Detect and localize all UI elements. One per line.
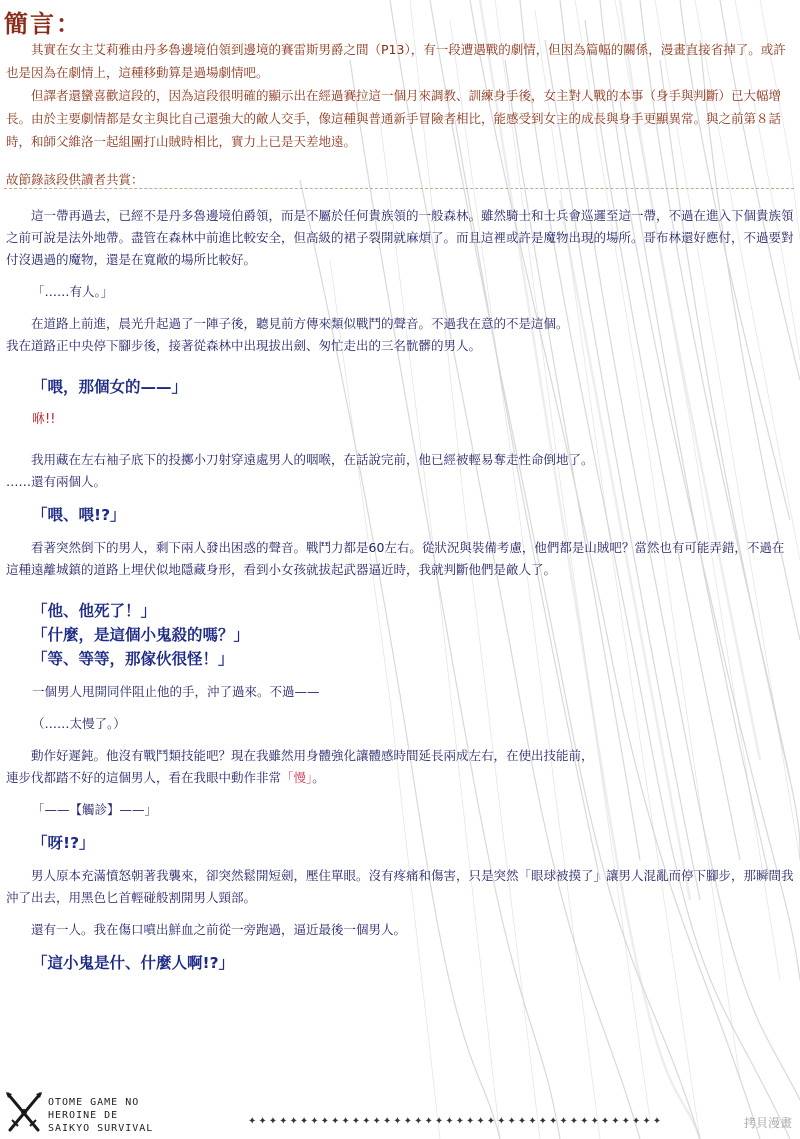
- sound-effect: 咻!!: [32, 412, 56, 427]
- story-paragraph: 我在道路正中央停下腳步後，接著從森林中出現拔出劍、匆忙走出的三名骯髒的男人。: [6, 338, 482, 353]
- thought-line: （……太慢了。）: [32, 716, 126, 731]
- excerpt-intro: 故節錄該段供讀者共賞：: [6, 172, 144, 187]
- series-title: [48, 1096, 153, 1135]
- story-paragraph: 動作好遲鈍。他沒有戰鬥類技能吧？現在我雖然用身體強化讓體感時間延長兩成左右，在使出技能前，: [31, 748, 594, 763]
- story-paragraph: 還有一人。我在傷口噴出鮮血之前從一旁跑過，逼近最後一個男人。: [31, 922, 407, 937]
- page-footer: [0, 1084, 800, 1139]
- series-title-line: OTOME GAME NO: [48, 1097, 140, 1108]
- skill-line: 「——【觸診】——」: [32, 802, 158, 817]
- series-title-line: HEROINE DE: [48, 1110, 119, 1121]
- shout-line: 「喂、喂!?」: [32, 506, 126, 524]
- story-excerpt: [6, 205, 796, 975]
- quote-line: 「……有人。」: [32, 284, 114, 299]
- preface-paragraph: 但譯者還蠻喜歡這段的，因為這段很明確的顯示出在經過賽拉這一個月來調教、訓練身手後，女主對人戰的本事（身手與判斷）已大幅增長。由於主要劇情都是女主與比自己還強大的敵人交手，像這種與普通新手冒險者相比，能感受到女主的成長與身手更顯異常。與之前第８話時，和師父維洛一起組團打山賊時相比，實力上已是天差地遠。: [6, 88, 782, 149]
- story-paragraph: [6, 767, 796, 789]
- crossed-swords-icon: [4, 1090, 44, 1136]
- story-paragraph: ……還有兩個人。: [6, 474, 107, 489]
- story-paragraph: 看著突然倒下的男人，剩下兩人發出困惑的聲音。戰鬥力都是60左右。從狀況與裝備考慮，他們都是山賊吧？當然也有可能弄錯，不過在這種遠離城鎮的道路上埋伏似地隱藏身形，看到小女孩就拔起武器逼近時，我就判斷他們是敵人了。: [6, 540, 785, 577]
- shout-line: 「什麼，是這個小鬼殺的嗎？」: [32, 626, 250, 644]
- shout-line: 「他、他死了！」: [32, 602, 157, 620]
- story-text: 。: [312, 770, 325, 785]
- shout-line: 「呀!?」: [32, 834, 95, 852]
- dashed-divider: [4, 188, 794, 189]
- story-paragraph: 這一帶再過去，已經不是丹多魯邊境伯爵領，而是不屬於任何貴族領的一般森林。雖然騎士和士兵會巡邏至這一帶，不過在進入下個貴族領之前可說是法外地帶。盡管在森林中前進比較安全，但高級的裙子裂開就麻煩了。而且這裡或許是魔物出現的場所。哥布林還好應付，不過要對付沒遇過的魔物，還是在寬敞的場所比較好。: [6, 208, 794, 267]
- series-title-line: SAIKYO SURVIVAL: [48, 1123, 154, 1134]
- story-paragraph: 一個男人甩開同伴阻止他的手，沖了過來。不過——: [32, 684, 320, 699]
- star-ornament-row: ✦✦✦✦✦✦✦✦✦✦✦✦✦✦✦✦✦✦✦✦✦✦✦✦✦✦✦✦✦✦✦✦✦✦✦✦✦✦✦✦: [248, 1116, 664, 1127]
- story-paragraph: 男人原本充滿憤怒朝著我襲來，卻突然鬆開短劍，壓住單眼。沒有疼痛和傷害，只是突然「眼球被摸了」讓男人混亂而停下腳步，那瞬間我沖了出去，用黑色匕首輕碰般割開男人頸部。: [6, 868, 794, 905]
- shout-line: 「喂，那個女的——」: [32, 378, 188, 396]
- preface-block: [6, 38, 794, 153]
- shout-line: 「這小鬼是什、什麼人啊!?」: [32, 954, 235, 972]
- story-paragraph: 我用藏在左右袖子底下的投擲小刀射穿遠處男人的咽喉，在話說完前，他已經被輕易奪走性命倒地了。: [31, 452, 594, 467]
- shout-line: 「等、等等，那傢伙很怪！」: [32, 650, 234, 668]
- preface-title: 簡言：: [4, 10, 82, 38]
- emphasis-text: 「慢」: [281, 770, 313, 785]
- story-text: 連步伐都踏不好的這個男人，看在我眼中動作非常: [6, 770, 282, 785]
- story-paragraph: 在道路上前進，晨光升起過了一陣子後，聽見前方傳來類似戰鬥的聲音。不過我在意的不是這個。: [31, 316, 569, 331]
- preface-paragraph: 其實在女主艾莉雅由丹多魯邊境伯領到邊境的賽雷斯男爵之間（P13），有一段遭遇戰的劇情，但因為篇幅的關係，漫畫直接省掉了。或許也是因為在劇情上，這種移動算是過場劇情吧。: [6, 42, 786, 80]
- watermark: 拷貝漫畫: [743, 1116, 792, 1130]
